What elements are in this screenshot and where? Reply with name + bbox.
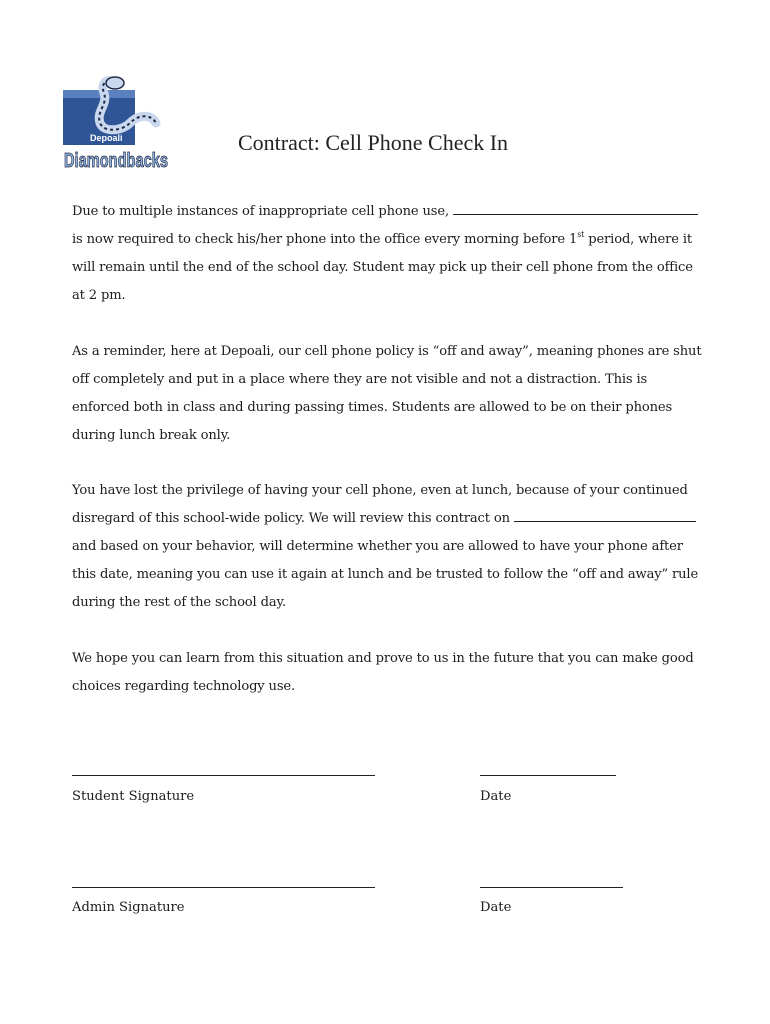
student-signature-label: Student Signature <box>72 789 195 804</box>
admin-signature-label: Admin Signature <box>72 900 185 915</box>
admin-date-label: Date <box>480 900 512 915</box>
student-signature-line[interactable] <box>72 775 375 776</box>
p1-text-b: is now required to check his/her phone into the office every morning before 1 <box>72 232 578 247</box>
p1-text-a: Due to multiple instances of inappropriate cell phone use, <box>72 204 449 219</box>
page-title: Contract: Cell Phone Check In <box>238 130 509 155</box>
diamondbacks-logo-graphic <box>60 75 170 175</box>
logo-main-text: Diamondbacks <box>64 150 168 172</box>
p1-text-c: period, where it will remain until the end of the school day. Student may pick up their cell phone from the office at 2 pm. <box>72 232 693 303</box>
paragraph-1 <box>72 198 702 310</box>
admin-date-line[interactable] <box>480 887 623 888</box>
review-date-blank[interactable] <box>514 507 696 522</box>
school-logo <box>60 75 170 175</box>
p1-superscript: st <box>577 230 585 239</box>
snake-head <box>106 77 124 89</box>
student-name-blank[interactable] <box>453 200 698 215</box>
p3-text-a: You have lost the privilege of having your cell phone, even at lunch, because of your continued disregard of this school-wide policy. We will review this contract on <box>72 483 688 526</box>
admin-signature-line[interactable] <box>72 887 375 888</box>
paragraph-3 <box>72 477 702 617</box>
paragraph-4: We hope you can learn from this situation and prove to us in the future that you can make good choices regarding technology use. <box>72 651 694 694</box>
student-date-line[interactable] <box>480 775 616 776</box>
logo-small-text: Depoali <box>90 133 123 143</box>
p3-text-b: and based on your behavior, will determine whether you are allowed to have your phone after this date, meaning you can use it again at lunch and be trusted to follow the “off and away” rule during the rest of the school day. <box>72 539 699 610</box>
student-date-label: Date <box>480 789 512 804</box>
paragraph-2: As a reminder, here at Depoali, our cell phone policy is “off and away”, meaning phones are shut off completely and put in a place where they are not visible and not a distraction. This is enforced both in class and during passing times. Students are allowed to be on their phones during lunch break only. <box>72 344 702 443</box>
